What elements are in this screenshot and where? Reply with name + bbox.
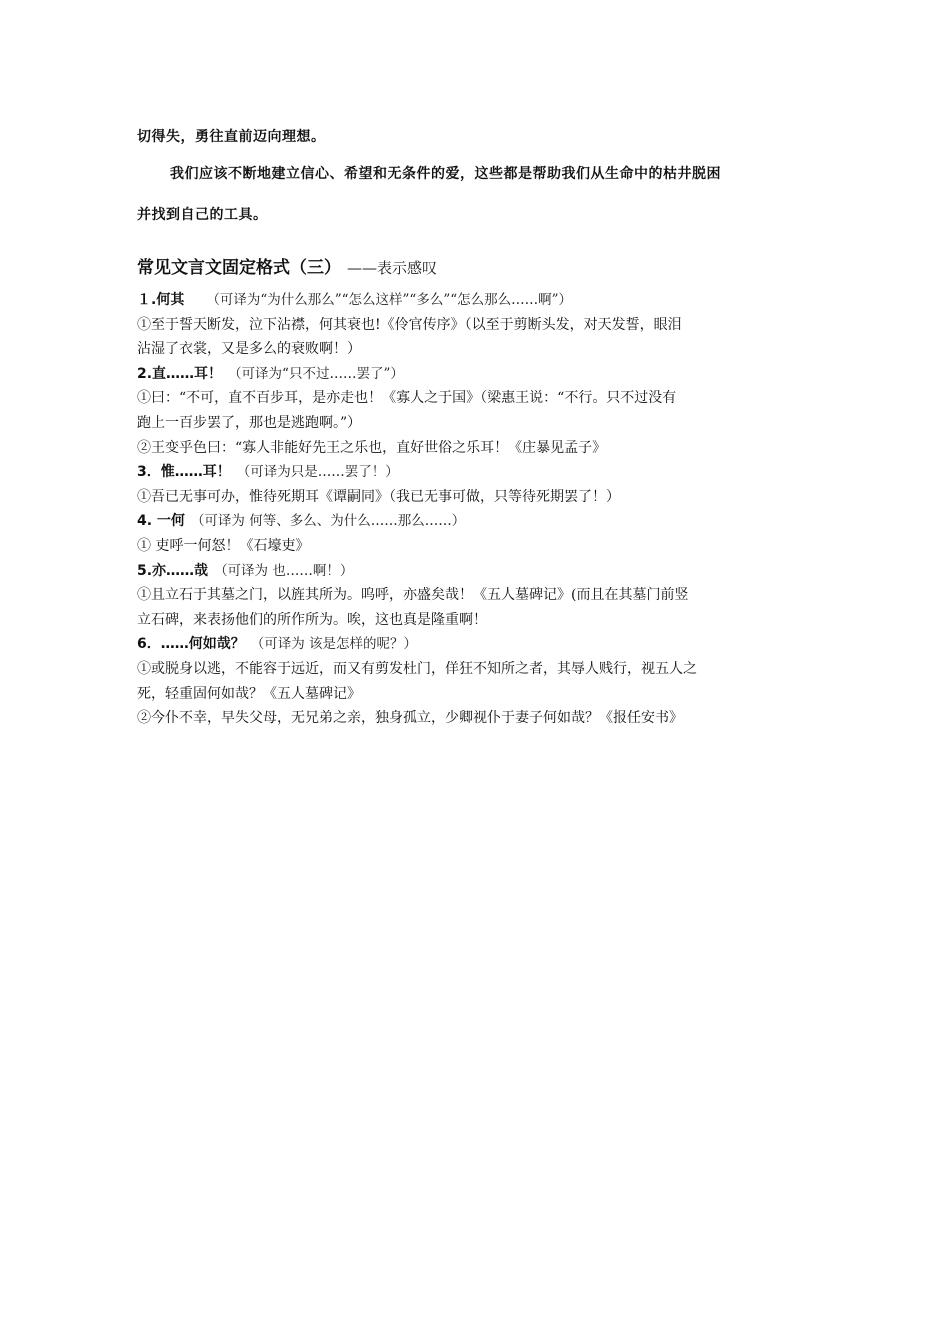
section-title: 常见文言文固定格式（三） bbox=[137, 258, 341, 278]
example-line: ②今仆不幸，早失父母，无兄弟之亲，独身孤立，少卿视仆于妻子何如哉？《报任安书》 bbox=[137, 710, 683, 727]
item-note: （可译为只是……罢了！） bbox=[236, 464, 399, 481]
example-line: ①吾已无事可办，惟待死期耳《谭嗣同》（我已无事可做，只等待死期罢了！） bbox=[137, 488, 620, 505]
example-line: ①至于誓天断发，泣下沾襟，何其衰也!《伶官传序》（以至于剪断头发，对天发誓，眼泪 bbox=[137, 316, 682, 333]
intro-line-2: 我们应该不断地建立信心、希望和无条件的爱，这些都是帮助我们从生命中的枯井脱困 bbox=[170, 166, 721, 182]
section-heading bbox=[137, 253, 437, 278]
item-note: （可译为 该是怎样的呢？） bbox=[250, 636, 418, 653]
example-line: 跑上一百步罢了，那也是逃跑啊。”） bbox=[137, 414, 362, 431]
example-line: ①且立石于其墓之门，以旌其所为。呜呼，亦盛矣哉！《五人墓碑记》(而且在其墓门前竖 bbox=[137, 587, 689, 604]
item-heading bbox=[137, 632, 817, 657]
example-line: ① 吏呼一何怒！《石壕吏》 bbox=[137, 537, 310, 554]
item-title: 3．惟……耳！ bbox=[137, 464, 231, 481]
intro-line-1: 切得失，勇往直前迈向理想。 bbox=[137, 129, 326, 145]
item-title: １.何其 bbox=[137, 292, 185, 308]
item-note: （可译为“为什么那么”“怎么这样”“多么”“怎么那么……啊”） bbox=[206, 292, 573, 308]
item-heading bbox=[137, 288, 817, 313]
item-title: 4. 一何 bbox=[137, 513, 185, 530]
example-line: 立石碑，来表扬他们的所作所为。唉，这也真是隆重啊！ bbox=[137, 611, 487, 628]
section-subtitle: ——表示感叹 bbox=[347, 259, 438, 277]
item-heading bbox=[137, 362, 817, 387]
item-note: （可译为 也……啊！） bbox=[214, 562, 354, 579]
item-note: （可译为 何等、多么、为什么……那么……） bbox=[190, 513, 466, 530]
item-title: 6．……何如哉？ bbox=[137, 636, 245, 653]
item-heading bbox=[137, 460, 817, 485]
section-body bbox=[137, 288, 817, 731]
example-line: ①曰：“不可，直不百步耳，是亦走也！《寡人之于国》（梁惠王说：“不行。只不过没有 bbox=[137, 390, 677, 407]
intro-line-3: 并找到自己的工具。 bbox=[137, 207, 268, 223]
item-heading bbox=[137, 509, 817, 534]
example-line: ②王变乎色曰：“寡人非能好先王之乐也，直好世俗之乐耳！《庄暴见孟子》 bbox=[137, 439, 607, 456]
example-line: ①或脱身以逃，不能容于远近，而又有剪发杜门，佯狂不知所之者，其辱人贱行，视五人之 bbox=[137, 660, 697, 677]
item-title: 2.直……耳！ bbox=[137, 365, 223, 382]
item-note: （可译为“只不过……罢了”） bbox=[228, 365, 404, 382]
item-heading bbox=[137, 559, 817, 584]
example-line: 沾湿了衣裳，又是多么的衰败啊！） bbox=[137, 341, 361, 358]
item-title: 5.亦……哉 bbox=[137, 562, 209, 579]
example-line: 死，轻重固何如哉？《五人墓碑记》 bbox=[137, 685, 361, 702]
